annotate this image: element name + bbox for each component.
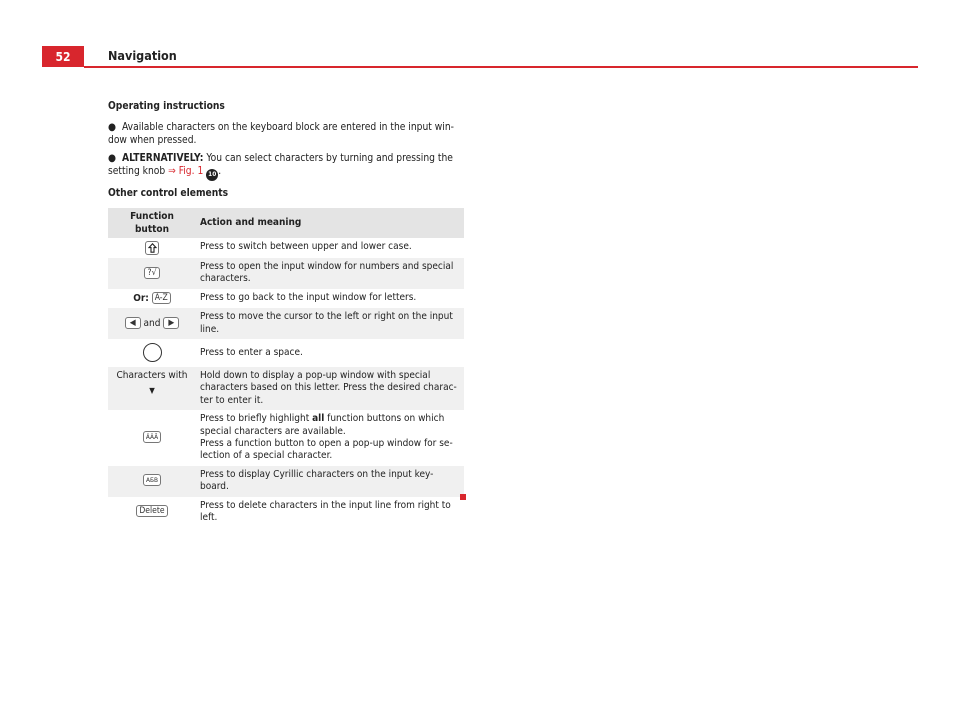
function-cell xyxy=(108,238,196,258)
function-cell xyxy=(108,466,196,497)
table-row xyxy=(108,289,464,308)
table-row xyxy=(108,497,464,528)
action-text: Press a function button to open a pop-up window for se-lection of a special character. xyxy=(200,437,453,462)
function-cell xyxy=(108,410,196,466)
bullet-item-2 xyxy=(108,152,466,181)
table-row xyxy=(108,238,464,258)
header-divider xyxy=(84,66,918,68)
section-title: Operating instructions xyxy=(108,101,225,112)
action-emphasis: all xyxy=(312,413,325,425)
control-elements-table xyxy=(108,208,464,528)
numbers-symbols-key-icon: ?√ xyxy=(144,267,160,279)
table-row xyxy=(108,339,464,367)
column-header-action: Action and meaning xyxy=(196,208,464,238)
table-row xyxy=(108,466,464,497)
function-cell xyxy=(108,308,196,339)
column-header-function: Function button xyxy=(108,208,196,238)
action-cell: Press to enter a space. xyxy=(196,339,464,367)
function-cell xyxy=(108,289,196,308)
main-content xyxy=(108,96,466,527)
action-cell: Press to switch between upper and lower case. xyxy=(196,238,464,258)
special-characters-key-icon: ÄÂÃ xyxy=(143,431,161,443)
action-cell: Press to move the cursor to the left or right on the input line. xyxy=(196,308,464,339)
cyrillic-key-icon: АБВ xyxy=(143,474,161,486)
delete-key-icon: Delete xyxy=(136,505,167,517)
and-joiner: and xyxy=(143,317,161,329)
bullet-dot-icon: ● xyxy=(108,153,116,164)
characters-with-label: Characters with xyxy=(116,369,188,381)
table-header-row xyxy=(108,208,464,238)
cursor-right-key-icon: ▶ xyxy=(163,317,179,329)
action-text: Press to briefly highlight xyxy=(200,413,313,425)
or-prefix: Or: xyxy=(133,292,149,304)
function-cell xyxy=(108,258,196,289)
page-number: 52 xyxy=(42,46,84,67)
function-cell xyxy=(108,367,196,410)
section-end-marker xyxy=(460,494,466,500)
bullet-item-1 xyxy=(108,121,466,147)
callout-badge: 10 xyxy=(206,169,218,181)
action-cell: Press to open the input window for numbers and special characters. xyxy=(196,258,464,289)
action-cell xyxy=(196,410,464,466)
action-cell: Press to go back to the input window for letters. xyxy=(196,289,464,308)
bullet-text: You can select characters by turning and pressing the setting knob xyxy=(108,153,453,177)
triangle-down-icon: ▼ xyxy=(149,386,155,396)
table-row xyxy=(108,367,464,410)
bullet-text: Available characters on the keyboard block are entered in the input win-dow when pressed. xyxy=(108,122,454,146)
action-cell: Press to delete characters in the input line from right to left. xyxy=(196,497,464,528)
table-row xyxy=(108,258,464,289)
table-row xyxy=(108,308,464,339)
action-cell: Hold down to display a pop-up window with special characters based on this letter. Press the desired charac-ter to enter it. xyxy=(196,367,464,410)
table-row xyxy=(108,410,464,466)
function-cell xyxy=(108,339,196,367)
figure-reference-link[interactable]: ⇒ Fig. 1 xyxy=(168,166,204,177)
function-cell xyxy=(108,497,196,528)
space-key-icon xyxy=(143,343,162,362)
cursor-left-key-icon: ◀ xyxy=(125,317,141,329)
subheading: Other control elements xyxy=(108,187,229,199)
bullet-tail: . xyxy=(218,166,222,177)
letters-key-icon: A-Z xyxy=(152,292,171,304)
bullet-dot-icon: ● xyxy=(108,122,116,133)
action-cell: Press to display Cyrillic characters on the input key-board. xyxy=(196,466,464,497)
page-title: Navigation xyxy=(108,48,177,63)
action-text: function buttons on which special characters are available. xyxy=(200,413,445,437)
shift-arrow-icon xyxy=(145,241,159,255)
bullet-lead: ALTERNATIVELY: xyxy=(122,153,204,164)
